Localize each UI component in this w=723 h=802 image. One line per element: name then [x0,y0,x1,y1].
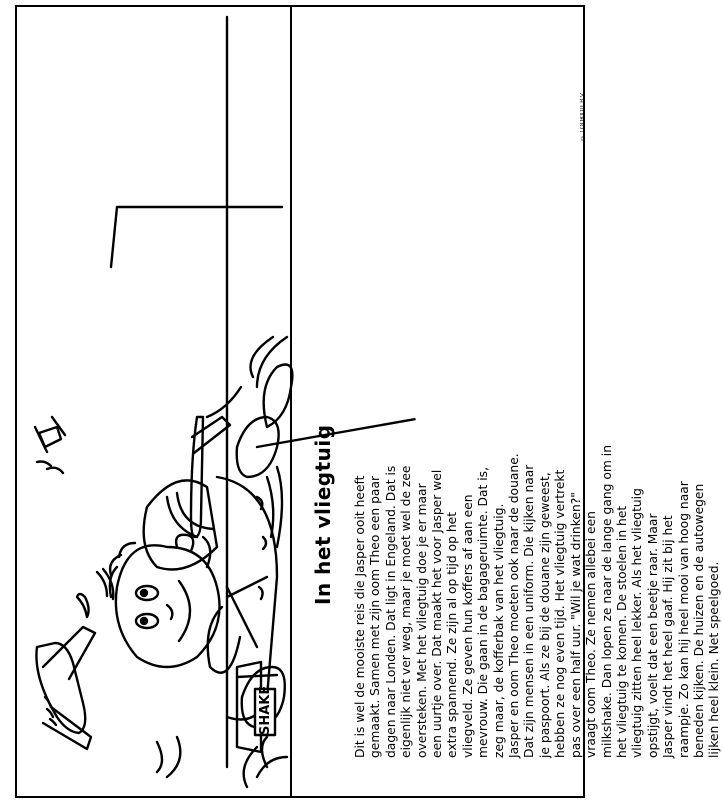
story-line: eigenlijk niet ver weg, maar je moet wel de zee [399,465,414,758]
story-line: het vliegtuig te komen. De stoelen in het [614,505,629,758]
story-line: dagen naar Londen. Dat ligt in Engeland. Dat is [383,465,398,758]
story-line: opstijgt, voelt dat een beetje raar. Maar [645,513,660,758]
small-airplane-icon [35,417,65,473]
illustration-panel [17,7,290,797]
airplane-tail-icon [191,387,241,537]
story-line: pas over een half uur. "Wil je wat drinken?" [568,492,583,758]
story-line: vliegtuig zitten heel lekker. Als het vliegtuig [630,488,645,758]
story-line: beneden kijken. De huizen en de autowegen [691,483,706,758]
story-line: lijken heel klein. Net speelgoed. [707,561,722,758]
story-line: Jasper en oom Theo moeten ook naar de douane. [507,453,522,758]
story-line: zeg maar, de kofferbak van het vliegtuig. [491,503,506,758]
story-line: Jasper vindt het heel gaaf. Hij zit bij het [661,515,676,758]
story-line: je paspoort. Als ze bij de douane zijn geweest, [537,472,552,758]
cup-label: SHAKE [258,685,273,735]
story-line: extra spannend. Ze zijn al op tijd op het [445,511,460,758]
story-line: vliegveld. Ze geven hun koffers af aan een [460,494,475,758]
story-line: een uurtje over. Dat maakt het voor Jasper wel [430,469,445,758]
story-line: Dit is wel de mooiste reis die Jasper ooit heeft [353,475,367,758]
story-line: hebben ze nog even tijd. Het vliegtuig vertrekt [553,469,568,758]
story-body [353,58,723,758]
large-airplane-icon [36,569,113,749]
story-line: mevrouw. Die gaan in de bagageruimte. Dat is, [476,467,491,758]
coloring-drawing [17,7,290,797]
story-line: oversteken. Met het vliegtuig doe je er maar [414,483,429,758]
story-line: raampje. Zo kan hij heel mooi van hoog naar [676,481,691,758]
airport-window-frame [111,17,282,767]
panel-divider [290,5,292,798]
story-line: vraagt oom Theo. Ze nemen allebei een [584,511,599,758]
story-line: gemaakt. Samen met zijn oom Theo een paar [368,475,383,758]
story-title: In het vliegtuig [311,424,335,605]
story-line: Dat zijn mensen in een uniform. Die kijken naar [522,464,537,758]
copyright-notice: © LOOKIDIT B.V. [580,91,586,140]
story-line: milkshake. Dan lopen ze naar de lange gang om in [599,445,614,758]
